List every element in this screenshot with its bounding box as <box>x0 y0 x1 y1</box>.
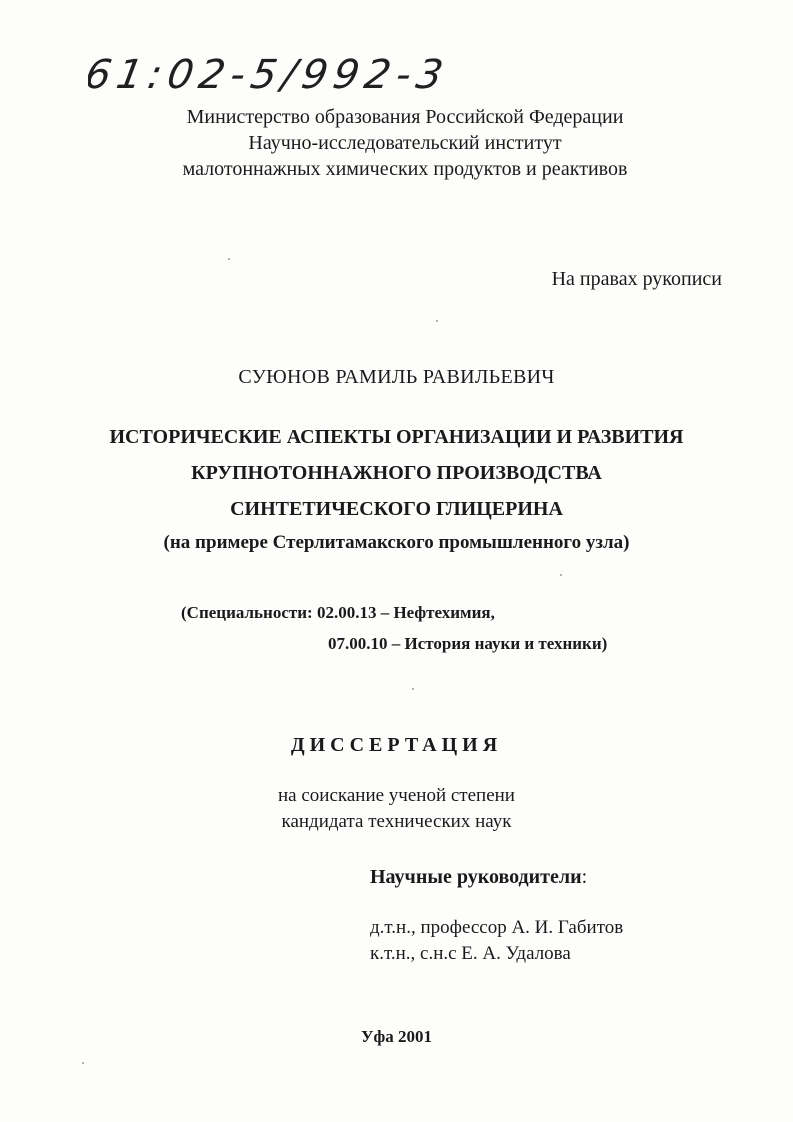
dissertation-subtitle: (на примере Стерлитамакского промышленного узла) <box>163 532 630 553</box>
scan-speck <box>560 574 562 576</box>
handwritten-number-drawing <box>88 38 508 102</box>
supervisor-item: к.т.н., с.н.с Е. А. Удалова <box>370 943 571 964</box>
degree-line-2: кандидата технических наук <box>281 811 512 832</box>
place-and-year: Уфа 2001 <box>361 1027 432 1046</box>
institution-header <box>150 104 660 182</box>
title-line-3: СИНТЕТИЧЕСКОГО ГЛИЦЕРИНА <box>230 498 563 520</box>
supervisor-item: д.т.н., профессор А. И. Габитов <box>370 917 624 938</box>
supervisors-heading-colon: : <box>581 866 588 888</box>
institution-line-ministry: Министерство образования Российской Федерации <box>186 106 624 128</box>
scan-speck <box>412 688 414 690</box>
scan-speck <box>228 258 230 260</box>
supervisors-heading <box>370 866 587 889</box>
specialty-line-1: (Специальности: 02.00.13 – Нефтехимия, <box>181 603 495 622</box>
handwritten-number-text: 61:02-5/992-3 <box>88 51 453 98</box>
institution-line-institute: Научно-исследовательский институт <box>248 132 562 154</box>
title-line-1: ИСТОРИЧЕСКИЕ АСПЕКТЫ ОРГАНИЗАЦИИ И РАЗВИТИЯ <box>109 426 684 448</box>
dissertation-title <box>0 419 793 527</box>
supervisors-list <box>370 915 623 967</box>
specialty-line-2: 07.00.10 – История науки и техники) <box>328 634 608 653</box>
handwritten-catalog-number <box>88 38 508 102</box>
title-line-2: КРУПНОТОННАЖНОГО ПРОИЗВОДСТВА <box>191 462 602 484</box>
degree-line-1: на соискание ученой степени <box>278 785 515 806</box>
rights-notice: На правах рукописи <box>551 268 722 290</box>
supervisors-heading-text: Научные руководители <box>370 866 582 888</box>
institution-line-specialization: малотоннажных химических продуктов и реактивов <box>182 158 628 180</box>
author-name: СУЮНОВ РАМИЛЬ РАВИЛЬЕВИЧ <box>238 366 555 388</box>
degree-statement <box>0 783 793 835</box>
scan-speck <box>82 1062 84 1064</box>
scan-speck <box>436 320 438 322</box>
document-type: ДИССЕРТАЦИЯ <box>290 734 503 756</box>
